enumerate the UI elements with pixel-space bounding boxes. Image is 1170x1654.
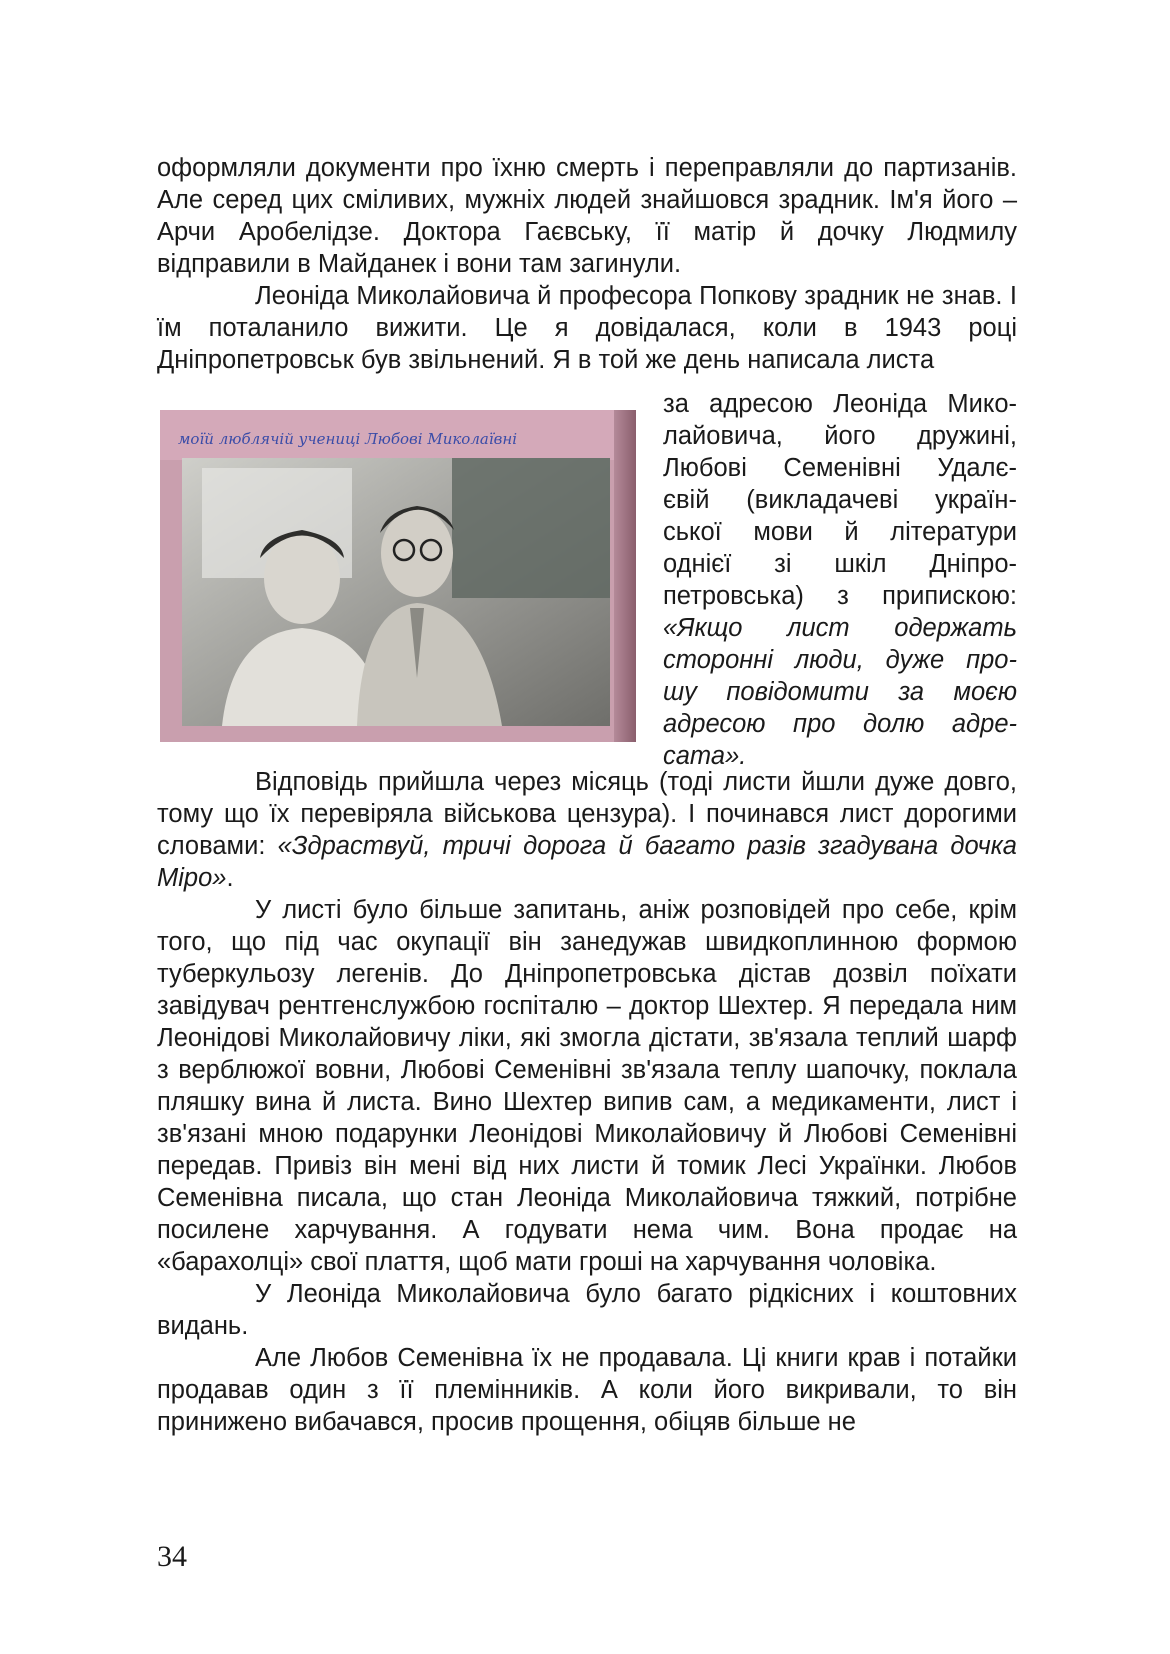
side-line: за адресою Леоніда Мико- xyxy=(663,390,1017,418)
paragraph-nephew: Але Любов Семенівна їх не продавала. Ці книги крав і потайки продавав один з її племінників. А коли його викривали, то він принижено вибачався, просив прощення, обіцяв більше не xyxy=(157,1344,1017,1436)
side-line-italic: шу повідомити за моєю xyxy=(663,678,1017,706)
page-body xyxy=(157,152,1017,376)
paragraph-books: У Леоніда Миколайовича було багато рідкісних і коштовних видань. xyxy=(157,1280,1017,1340)
side-column xyxy=(663,388,1017,772)
handwritten-inscription xyxy=(174,426,594,450)
page-body-lower xyxy=(157,766,1017,1438)
couple-portrait xyxy=(182,458,610,726)
svg-text:моїй люблячій учениці Любові М: моїй люблячій учениці Любові Миколаївні xyxy=(178,430,518,448)
album-frame-edge xyxy=(614,410,636,742)
side-line-italic: сторонні люди, дуже про- xyxy=(663,646,1017,674)
archival-photo xyxy=(160,410,636,742)
paragraph-1: оформляли документи про їхню смерть і переправляли до партизанів. Але серед цих сміливих, мужніх людей знайшовся зрадник. Ім'я його – Арчи Аробелідзе. Доктора Гаєвську, її матір й дочку Людмилу відправили в Майданек і вони там загинули. xyxy=(157,154,1017,278)
side-line: ської мови й літератури xyxy=(663,518,1017,546)
side-line: однієї зі шкіл Дніпро- xyxy=(663,550,1017,578)
paragraph-2: Леоніда Миколайовича й професора Попкову зрадник не знав. І їм поталанило вижити. Це я довідалася, коли в 1943 році Дніпропетровськ був звільнений. Я в той же день написала листа xyxy=(157,282,1017,374)
side-line: Любові Семенівні Удалє- xyxy=(663,454,1017,482)
side-line: євій (викладачеві україн- xyxy=(663,486,1017,514)
reply-quote: «Здраствуй, тричі дорога й багато разів згадувана дочка Міро» xyxy=(157,832,1017,892)
side-line-italic: сата». xyxy=(663,742,747,770)
photo-print xyxy=(182,458,610,726)
paragraph-reply: Відповідь прийшла через місяць (тоді листи йшли дуже довго, тому що їх перевіряла військова цензура). І починався лист дорогими словами: «Здраствуй, тричі дорога й багато разів згадувана дочка Міро». xyxy=(157,768,1017,892)
side-line-italic: адресою про долю адре- xyxy=(663,710,1017,738)
page-number: 34 xyxy=(157,1540,187,1573)
side-line-italic: «Якщо лист одержать xyxy=(663,614,1017,642)
paragraph-letter: У листі було більше запитань, аніж розповідей про себе, крім того, що під час окупації він занедужав швидкоплинною формою туберкульозу легенів. До Дніпропетровська дістав дозвіл поїхати завідувач рентгенслужбою госпіталю – доктор Шехтер. Я передала ним Леонідові Миколайовичу ліки, які змогла дістати, зв'язала теплий шарф з верблюжої вовни, Любові Семенівні зв'язала теплу шапочку, поклала пляшку вина й листа. Вино Шехтер випив сам, а медикаменти, лист і зв'язані мною подарунки Леонідові Миколайовичу й Любові Семенівні передав. Привіз він мені від них листи й томик Лесі Українки. Любов Семенівна писала, що стан Леоніда Миколайовича тяжкий, потрібне посилене харчування. А годувати нема чим. Вона продає на «барахолці» свої плаття, щоб мати гроші на харчування чоловіка. xyxy=(157,896,1017,1276)
side-line: петровська) з припискою: xyxy=(663,582,1017,610)
side-line: лайовича, його дружині, xyxy=(663,422,1017,450)
